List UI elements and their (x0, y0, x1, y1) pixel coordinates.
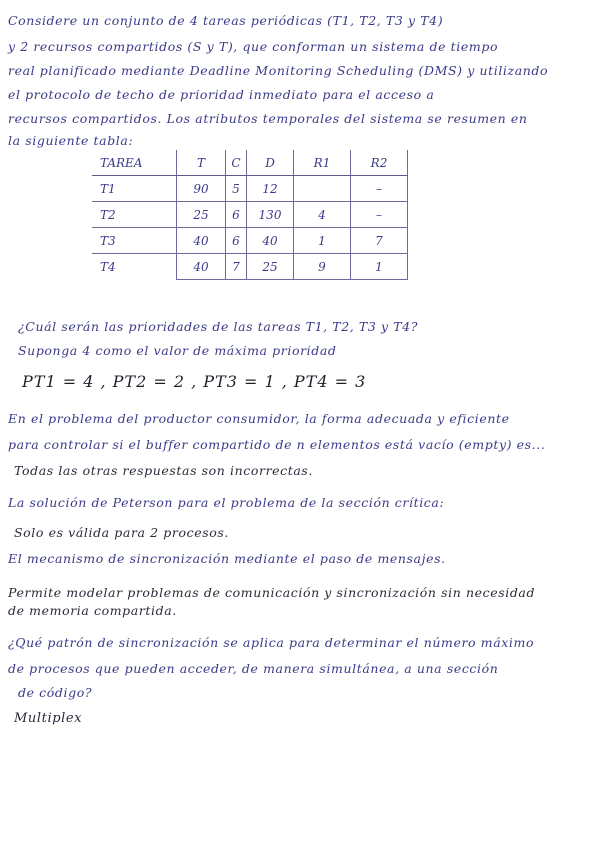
answer-4-line-1: Permite modelar problemas de comunicación y sincronización sin necesidad (8, 585, 536, 600)
cell-cost: 5 (226, 176, 247, 202)
intro-line-1: Considere un conjunto de 4 tareas periódicas (T1, T2, T3 y T4) (8, 13, 444, 28)
table-row (92, 254, 408, 280)
table-row (92, 228, 408, 254)
table-row (92, 176, 408, 202)
table-header-row (92, 150, 408, 176)
cell-cost: 6 (226, 228, 247, 254)
cell-period: 40 (177, 228, 226, 254)
answer-3: Solo es válida para 2 procesos. (14, 525, 229, 540)
intro-line-5: recursos compartidos. Los atributos temporales del sistema se resumen en (8, 111, 528, 126)
task-attributes-table (92, 150, 408, 280)
cell-cost: 7 (226, 254, 247, 280)
cell-task: T4 (92, 254, 177, 280)
answer-5: Multiplex (14, 711, 83, 726)
cell-r1: 4 (294, 202, 351, 228)
cell-deadline: 40 (247, 228, 294, 254)
intro-line-4: el protocolo de techo de prioridad inmediato para el acceso a (8, 87, 435, 102)
question-2-line-1: En el problema del productor consumidor, la forma adecuada y eficiente (8, 411, 510, 426)
question-5-line-1: ¿Qué patrón de sincronización se aplica para determinar el número máximo (8, 635, 535, 650)
cell-deadline: 12 (247, 176, 294, 202)
answer-2: Todas las otras respuestas son incorrectas. (14, 463, 314, 478)
intro-line-6: la siguiente tabla: (8, 133, 134, 148)
header-r1: R1 (294, 150, 351, 176)
cell-r2: 7 (351, 228, 408, 254)
intro-line-2: y 2 recursos compartidos (S y T), que conforman un sistema de tiempo (8, 39, 499, 54)
cell-task: T3 (92, 228, 177, 254)
header-cost: C (226, 150, 247, 176)
cell-r2: – (351, 202, 408, 228)
cell-r1: 1 (294, 228, 351, 254)
header-r2: R2 (351, 150, 408, 176)
question-4: El mecanismo de sincronización mediante el paso de mensajes. (8, 551, 446, 566)
cell-cost: 6 (226, 202, 247, 228)
header-period: T (177, 150, 226, 176)
cell-task: T2 (92, 202, 177, 228)
question-1-line-2: Suponga 4 como el valor de máxima prioridad (18, 343, 337, 358)
cell-period: 40 (177, 254, 226, 280)
question-2-line-2: para controlar si el buffer compartido de n elementos está vacío (empty) es... (8, 437, 546, 452)
table-row (92, 202, 408, 228)
answer-4-line-2: de memoria compartida. (8, 603, 177, 618)
question-5-line-2: de procesos que pueden acceder, de manera simultánea, a una sección (8, 661, 499, 676)
intro-line-3: real planificado mediante Deadline Monitoring Scheduling (DMS) y utilizando (8, 63, 549, 78)
answer-1-priorities: PT1 = 4 , PT2 = 2 , PT3 = 1 , PT4 = 3 (22, 372, 367, 391)
question-5-line-3: de código? (18, 685, 93, 700)
question-3: La solución de Peterson para el problema de la sección crítica: (8, 495, 445, 510)
cell-r2: – (351, 176, 408, 202)
cell-r1 (294, 176, 351, 202)
cell-period: 90 (177, 176, 226, 202)
cell-r2: 1 (351, 254, 408, 280)
question-1-line-1: ¿Cuál serán las prioridades de las tareas T1, T2, T3 y T4? (18, 319, 419, 334)
cell-r1: 9 (294, 254, 351, 280)
header-task: TAREA (92, 150, 177, 176)
cell-deadline: 25 (247, 254, 294, 280)
cell-task: T1 (92, 176, 177, 202)
cell-deadline: 130 (247, 202, 294, 228)
header-deadline: D (247, 150, 294, 176)
cell-period: 25 (177, 202, 226, 228)
